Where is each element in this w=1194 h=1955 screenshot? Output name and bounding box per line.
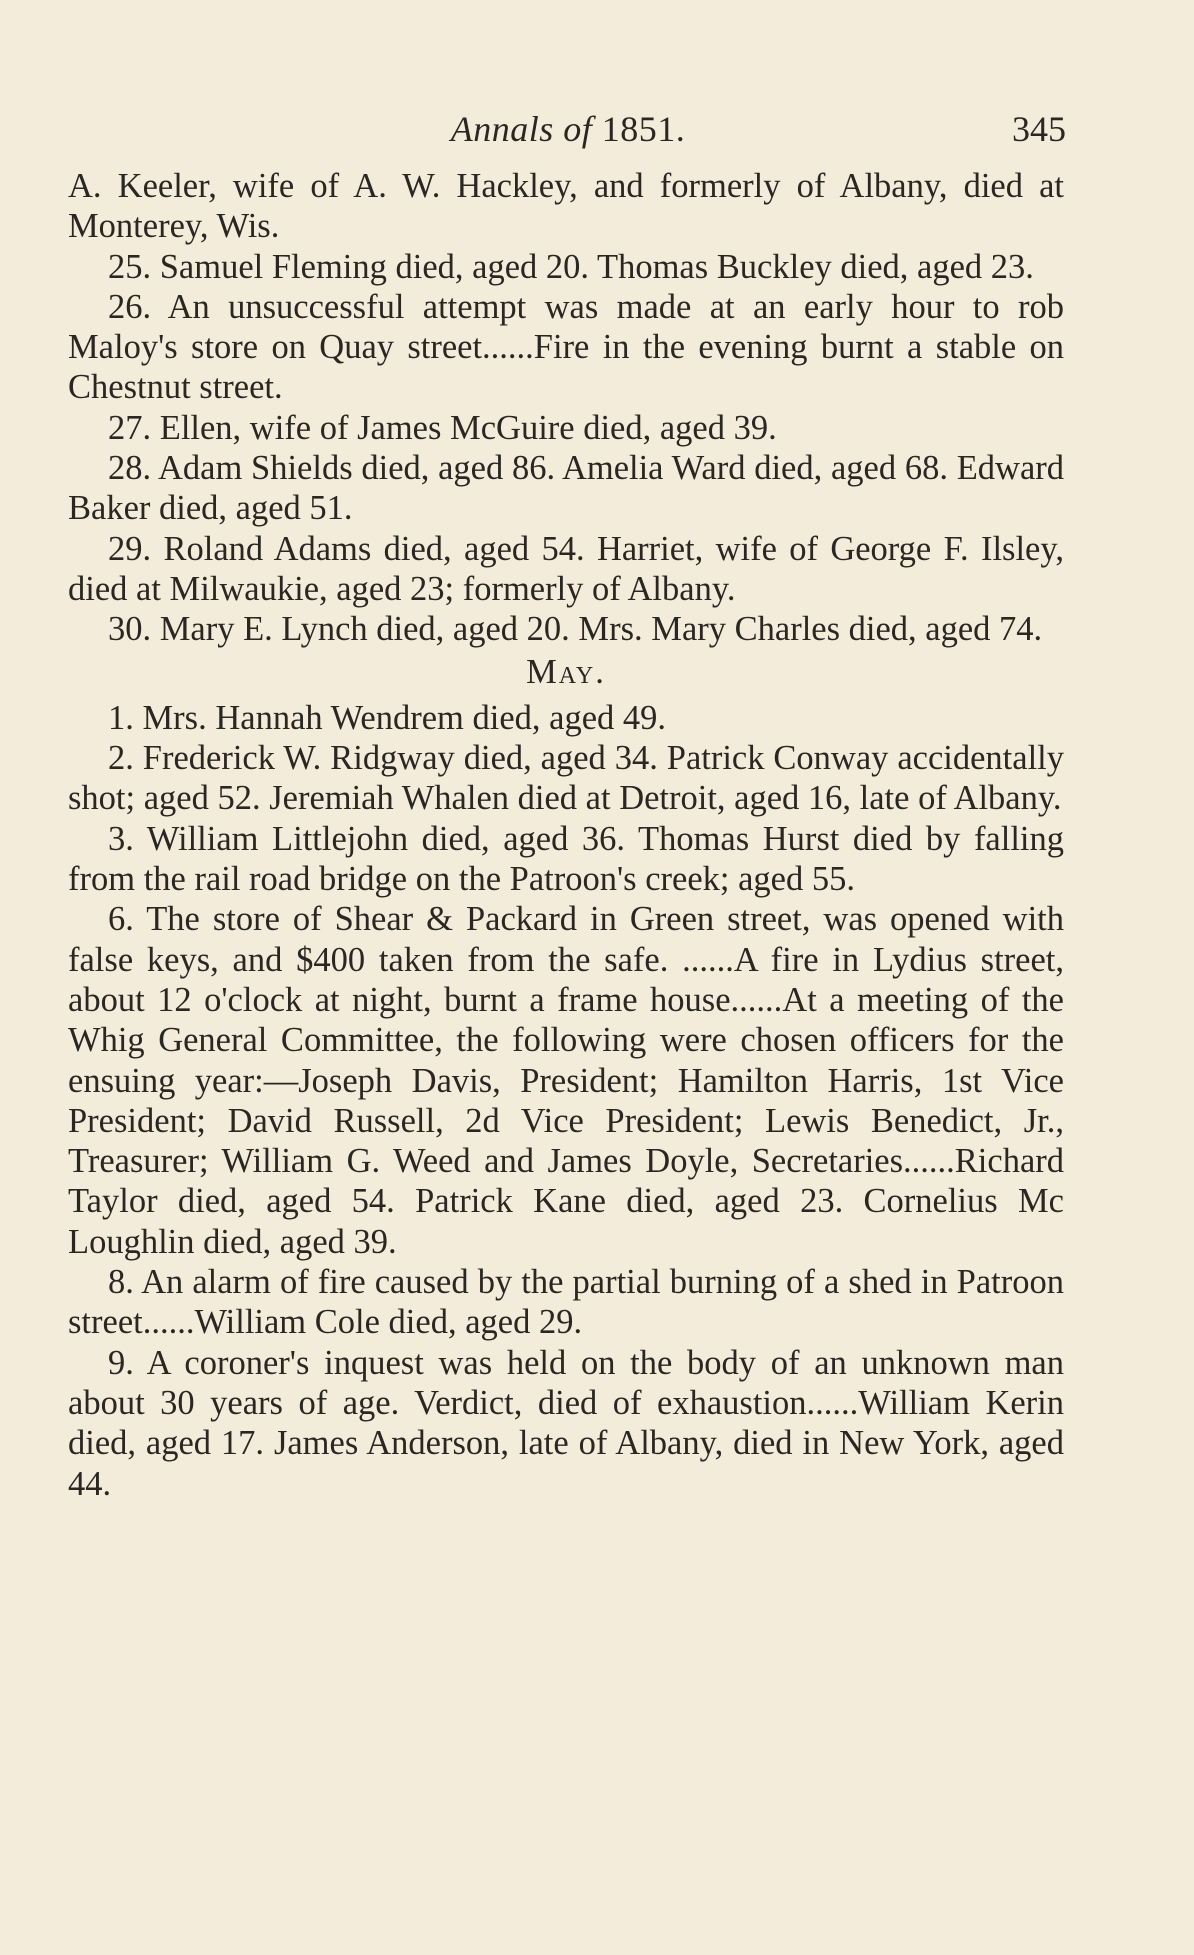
running-header [70, 108, 1066, 158]
paragraph-continued: A. Keeler, wife of A. W. Hackley, and formerly of Albany, died at Monterey, Wis. [68, 167, 1064, 246]
may-entry-8: 8. An alarm of fire caused by the partial burning of a shed in Patroon street......William Cole died, aged 29. [68, 1263, 1064, 1342]
entry-30: 30. Mary E. Lynch died, aged 20. Mrs. Mary Charles died, aged 74. [108, 610, 1043, 649]
month-heading [68, 652, 1064, 692]
may-entry-3: 3. William Littlejohn died, aged 36. Thomas Hurst died by falling from the rail road bridge on the Patroon's creek; aged 55. [68, 819, 1064, 899]
entry-28: 28. Adam Shields died, aged 86. Amelia Ward died, aged 68. Edward Baker died, aged 51. [68, 449, 1064, 528]
may-entry-6: 6. The store of Shear & Packard in Green street, was opened with false keys, and $400 taken from the safe. ......A fire in Lydius street, about 12 o'clock at night, burnt a frame house......At a meeting of the Whig General Committee, the following were chosen officers for the ensuing year:—Joseph Davis, President; Hamilton Harris, 1st Vice President; David Russell, 2d Vice President; Lewis Benedict, Jr., Treasurer; William G. Weed and James Doyle, Secretaries......Richard Taylor died, aged 54. Patrick Kane died, aged 23. Cornelius Mc Loughlin died, aged 39. [68, 900, 1064, 1261]
title-word-annals: Annals [450, 109, 554, 149]
page-number: 345 [1012, 109, 1066, 149]
running-title [70, 108, 1066, 150]
title-year: 1851. [601, 109, 686, 149]
entry-26: 26. An unsuccessful attempt was made at an early hour to rob Maloy's store on Quay street......Fire in the evening burnt a stable on Chestnut street. [68, 287, 1064, 407]
entry-27: 27. Ellen, wife of James McGuire died, aged 39. [108, 408, 777, 447]
entry-29: 29. Roland Adams died, aged 54. Harriet, wife of George F. Ilsley, died at Milwaukie, aged 23; formerly of Albany. [68, 529, 1064, 608]
may-entry-9: 9. A coroner's inquest was held on the body of an unknown man about 30 years of age. Verdict, died of exhaustion......William Kerin died, aged 17. James Anderson, late of Albany, died in New York, aged 44. [68, 1343, 1064, 1503]
entry-25: 25. Samuel Fleming died, aged 20. Thomas Buckley died, aged 23. [108, 247, 1034, 286]
page-body [68, 166, 1064, 1504]
month-heading-text: May. [526, 652, 606, 691]
title-word-of: of [563, 109, 593, 149]
may-entry-2: 2. Frederick W. Ridgway died, aged 34. Patrick Conway accidentally shot; aged 52. Jeremiah Whalen died at Detroit, aged 16, late of Albany. [68, 739, 1064, 818]
may-entry-1: 1. Mrs. Hannah Wendrem died, aged 49. [108, 698, 667, 737]
